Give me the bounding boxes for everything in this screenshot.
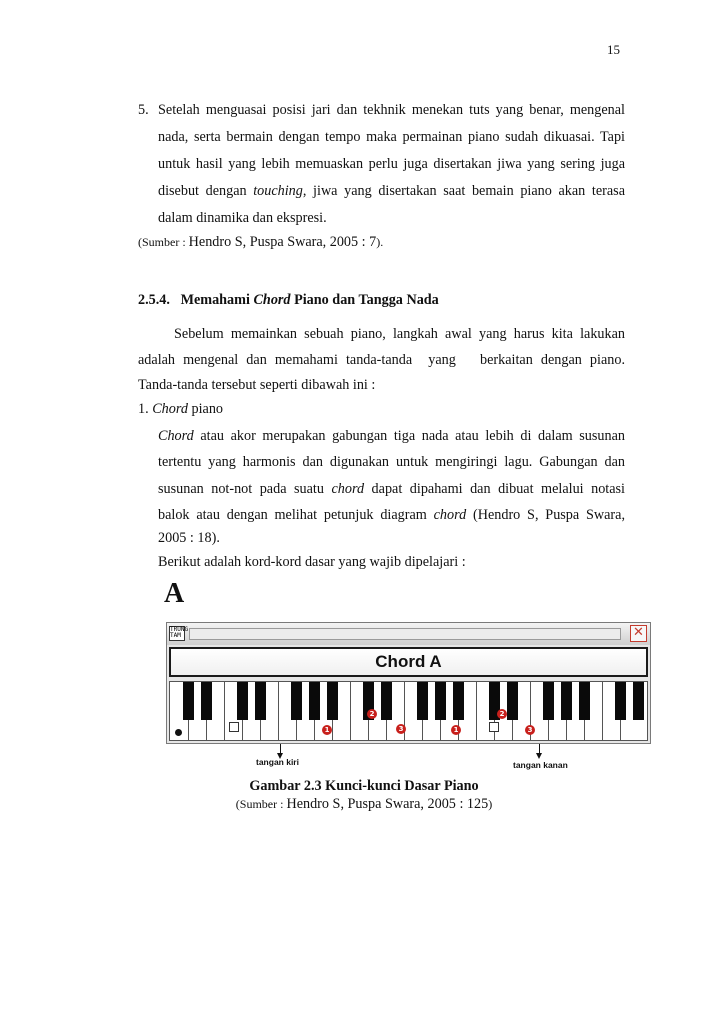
- item1-line-6: Berikut adalah kord-kord dasar yang wajib dipelajari :: [158, 554, 466, 570]
- text-span: , jiwa yang disertakan saat bemain piano akan terasa: [302, 183, 625, 199]
- intro-line-1: Sebelum memainkan sebuah piano, langkah awal yang harus kita lakukan: [174, 326, 625, 342]
- close-button[interactable]: ✕: [630, 625, 647, 642]
- touching-term: touching: [253, 183, 303, 199]
- chord-term: Chord: [152, 401, 188, 417]
- black-key[interactable]: [633, 682, 644, 720]
- item1-line-3: [158, 479, 625, 499]
- right-hand-arrow-head: [536, 753, 542, 759]
- source-label: (Sumber :: [138, 235, 189, 249]
- section-title-em: Chord: [253, 292, 291, 308]
- finger-marker-3-left: 3: [396, 724, 406, 734]
- section-title-post: Piano dan Tangga Nada: [290, 292, 439, 308]
- black-key[interactable]: [381, 682, 392, 720]
- item5-line-4: [158, 181, 625, 201]
- black-key[interactable]: [435, 682, 446, 720]
- text-span: susunan not-not pada suatu: [158, 481, 332, 497]
- chord-name: Chord A: [375, 652, 442, 671]
- black-key[interactable]: [255, 682, 266, 720]
- root-key-marker: [489, 722, 499, 732]
- finger-marker-2-right: 2: [497, 709, 507, 719]
- finger-marker-3-right: 3: [525, 725, 535, 735]
- item1-line-5: 2005 : 18).: [158, 530, 220, 546]
- intro-line-3: Tanda-tanda tersebut seperti dibawah ini :: [138, 377, 376, 393]
- item5-line-3: untuk hasil yang lebih memuaskan perlu juga disertakan jiwa yang sering juga: [158, 156, 625, 172]
- black-key[interactable]: [291, 682, 302, 720]
- black-key[interactable]: [237, 682, 248, 720]
- black-key[interactable]: [183, 682, 194, 720]
- intro-line-2: adalah mengenal dan memahami tanda-tanda yang berkaitan dengan piano.: [138, 352, 625, 368]
- chord-term: chord: [433, 507, 467, 523]
- item1-line-1: [158, 426, 625, 446]
- finger-marker-1-right: 1: [451, 725, 461, 735]
- black-key[interactable]: [201, 682, 212, 720]
- section-title-pre: Memahami: [180, 292, 254, 308]
- item5-line-2: nada, serta bermain dengan tempo maka permainan piano sudah dikuasai. Tapi: [158, 129, 625, 145]
- black-key[interactable]: [507, 682, 518, 720]
- source-close: ).: [376, 235, 384, 249]
- chord-name-bar: [169, 647, 648, 677]
- item1-line-4: [158, 505, 625, 525]
- source-text: Hendro S, Puspa Swara, 2005 : 125: [286, 796, 489, 812]
- text-span: balok atau dengan melihat petunjuk diagram: [158, 507, 434, 523]
- black-key[interactable]: [615, 682, 626, 720]
- black-key[interactable]: [561, 682, 572, 720]
- black-key[interactable]: [417, 682, 428, 720]
- left-hand-label: tangan kiri: [256, 757, 299, 767]
- black-key[interactable]: [309, 682, 320, 720]
- finger-marker-1-left: 1: [322, 725, 332, 735]
- window-titlebar: [167, 623, 650, 645]
- text-span: atau akor merupakan gabungan tiga nada atau lebih di dalam susunan: [193, 428, 625, 444]
- source-citation-1: [138, 232, 383, 252]
- finger-marker-2-left: 2: [367, 709, 377, 719]
- item5-number: 5.: [138, 102, 149, 118]
- black-key[interactable]: [327, 682, 338, 720]
- text-span: dapat dipahami dan dibuat melalui notasi: [364, 481, 625, 497]
- piano-keyboard: [169, 681, 648, 741]
- item1-line-2: tertentu yang harmonis dan digunakan untuk mengiringi lagu. Gabungan dan: [158, 454, 625, 470]
- item1-number: 1.: [138, 401, 149, 417]
- item5-line-5: dalam dinamika dan ekspresi.: [158, 210, 327, 226]
- text-span: (Hendro S, Puspa Swara,: [466, 507, 625, 523]
- start-dot: [175, 729, 182, 736]
- item5-line-1: Setelah menguasai posisi jari dan tekhnik menekan tuts yang benar, mengenal: [158, 102, 625, 118]
- source-close: ): [488, 797, 493, 811]
- root-key-marker: [229, 722, 239, 732]
- section-number: 2.5.4.: [138, 292, 170, 308]
- text-span: piano: [187, 401, 224, 417]
- chord-term: chord: [331, 481, 365, 497]
- chord-heading-a: A: [164, 578, 185, 609]
- black-key[interactable]: [453, 682, 464, 720]
- source-text: Hendro S, Puspa Swara, 2005 : 7: [188, 234, 377, 250]
- source-label: (Sumber :: [235, 797, 287, 811]
- item1-heading: [138, 399, 223, 419]
- figure-source: [0, 796, 728, 813]
- figure-caption: Gambar 2.3 Kunci-kunci Dasar Piano: [249, 778, 479, 794]
- black-key[interactable]: [543, 682, 554, 720]
- title-track: [189, 628, 621, 640]
- text-span: disebut dengan: [158, 183, 254, 199]
- chord-term: Chord: [158, 428, 194, 444]
- right-hand-label: tangan kanan: [513, 760, 568, 770]
- section-heading: [138, 290, 439, 310]
- piano-chord-window: [166, 622, 651, 744]
- black-key[interactable]: [579, 682, 590, 720]
- app-icon: TRUNG TAM: [170, 626, 189, 639]
- page-number: 15: [607, 42, 620, 57]
